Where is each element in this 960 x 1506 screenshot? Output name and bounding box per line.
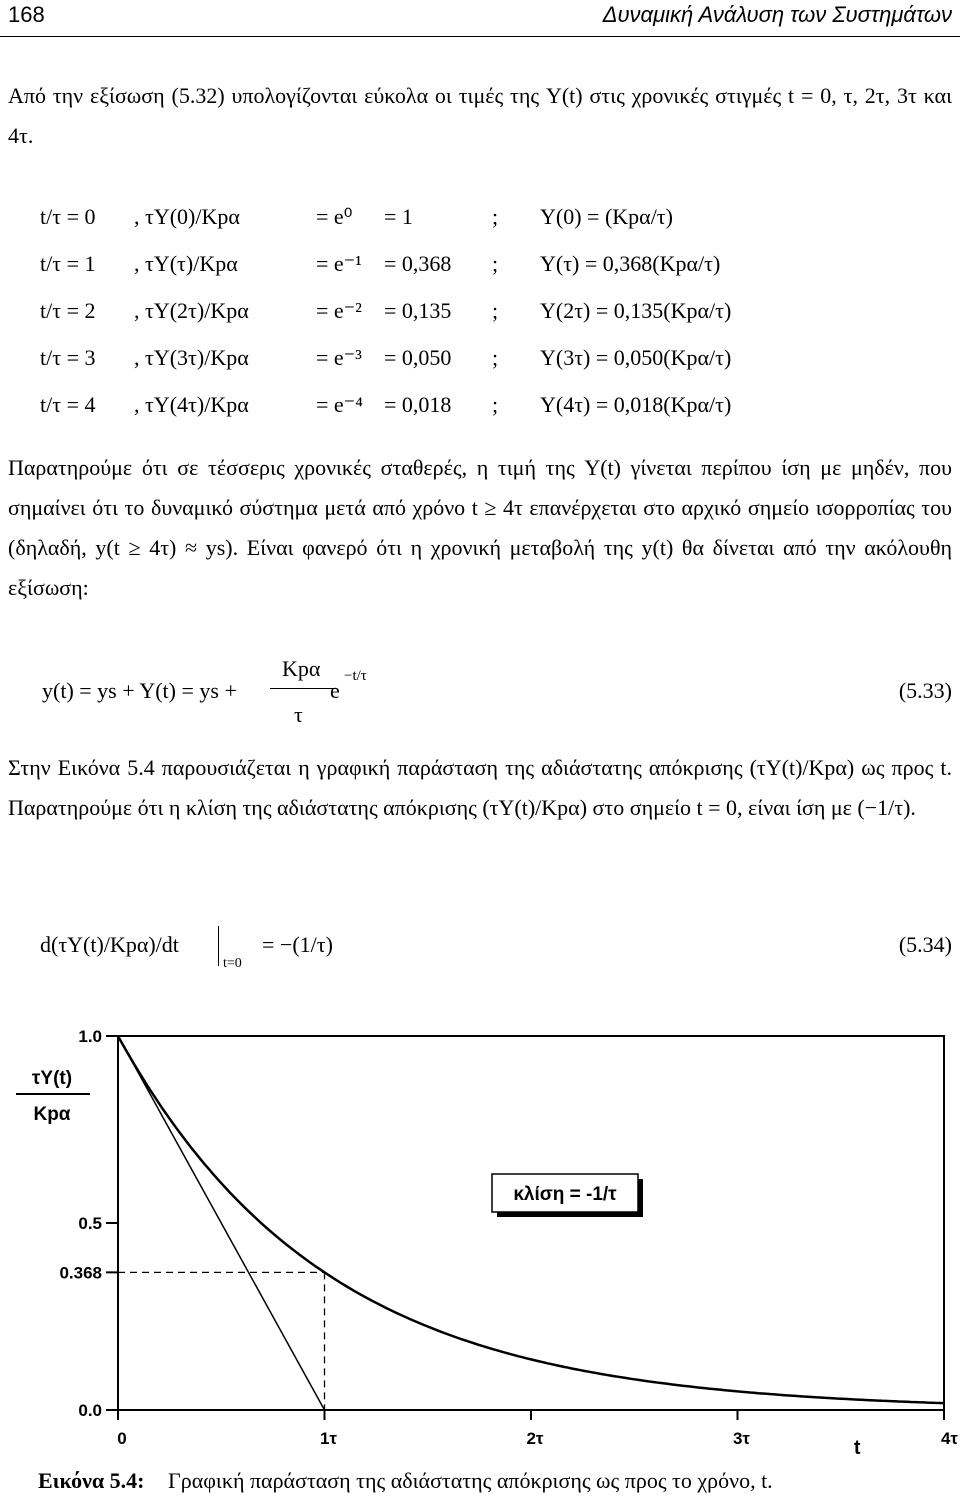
eq-lhs: t/τ = 3 [40,345,96,370]
x-tick-label: 3τ [732,1429,751,1448]
header-rule [0,36,960,37]
eq-exp: = e⁻² [316,298,362,323]
equation-number: (5.34) [898,932,952,957]
caption-text: Γραφική παράσταση της αδιάστατης απόκρισης ως προς το χρόνο, t. [168,1468,773,1493]
y-axis-label-denominator: Kpα [33,1104,71,1125]
eq-mid: , τY(3τ)/Kpα [134,345,249,370]
y-axis-label: τY(t) [31,1068,73,1089]
eq-rhs: Y(0) = (Kpα/τ) [540,204,673,229]
eq533-exp-base: e [330,678,340,703]
eq-val: = 0,018 [384,392,452,417]
eq-exp: = e⁻⁴ [316,392,363,417]
slope-annotation: κλίση = -1/τ [513,1184,617,1205]
tangent-line [118,1036,325,1410]
x-tick-label: 1τ [319,1429,338,1448]
paragraph-2: Παρατηρούμε ότι σε τέσσερις χρονικές σταθερές, η τιμή της Y(t) γίνεται περίπου ίση με μηδέν, που σημαίνει ότι το δυναμικό σύστημα μετά από χρόνο t ≥ 4τ επανέρχεται στο αρχικό σημείο ισορροπίας του (δηλαδή, y(t ≥ 4τ) ≈ ys). Είναι φανερό ότι η χρονική μεταβολή της y(t) θα δίνεται από την ακόλουθη εξίσωση: [8,455,952,600]
eq-exp: = e⁻³ [316,345,362,370]
eq-mid: , τY(4τ)/Kpα [134,392,249,417]
page-number: 168 [8,2,45,27]
plot-frame [118,1036,944,1410]
figure-caption [38,1468,773,1494]
eq-lhs: t/τ = 2 [40,298,96,323]
eq-lhs: t/τ = 1 [40,251,96,276]
equation-number: (5.33) [898,678,952,703]
paragraph-3: Στην Εικόνα 5.4 παρουσιάζεται η γραφική παράσταση της αδιάστατης απόκρισης (τY(t)/Kpα) ως προς t. Παρατηρούμε ότι η κλίση της αδιάστατης απόκρισης (τY(t)/Kpα) στο σημείο t = 0, είναι ίση με (−1/τ). [8,755,952,820]
eq-lhs: t/τ = 0 [40,204,96,229]
x-tick-label: 2τ [526,1429,544,1448]
eq-val: = 1 [384,204,413,229]
y-tick-label: 0.368 [59,1263,102,1283]
eq-rhs: Y(3τ) = 0,050(Kpα/τ) [540,345,732,370]
eq534-rhs: = −(1/τ) [262,932,333,957]
eq-sep: ; [492,251,499,276]
eq-exp: = e⁰ [316,204,353,229]
running-title: Δυναμική Ανάλυση των Συστημάτων [602,2,952,27]
eq-val: = 0,368 [384,251,452,276]
response-chart [0,1010,960,1459]
eq-rhs: Y(2τ) = 0,135(Kpα/τ) [540,298,732,323]
eq-sep: ; [492,204,499,229]
eq-val: = 0,135 [384,298,452,323]
response-curve [118,1036,944,1403]
eq-sep: ; [492,392,499,417]
eq534-evaluation-bar [218,926,219,966]
eq-sep: ; [492,298,499,323]
x-tick-label: 4τ [940,1429,958,1448]
x-axis-label: t [853,1437,861,1459]
x-tick-label: 0 [117,1429,127,1448]
caption-label: Εικόνα 5.4: [38,1468,145,1493]
eq-val: = 0,050 [384,345,452,370]
eq533-fraction-num: Kpα [282,656,321,681]
eq-sep: ; [492,345,499,370]
eq-rhs: Y(τ) = 0,368(Kpα/τ) [540,251,721,276]
eq-mid: , τY(0)/Kpα [134,204,240,229]
eq533-fraction-bar [270,688,336,689]
eq534-expression: d(τY(t)/Kpα)/dt [40,932,179,957]
eq534-subscript: t=0 [223,956,242,971]
eq533-fraction-den: τ [294,702,303,727]
y-tick-label: 0.5 [78,1214,102,1233]
y-tick-label: 0.0 [78,1401,102,1420]
eq533-lhs: y(t) = ys + Y(t) = ys + [42,678,237,703]
intro-paragraph: Από την εξίσωση (5.32) υπολογίζονται εύκολα οι τιμές της Y(t) στις χρονικές στιγμές t = 0, τ, 2τ, 3τ και 4τ. [8,83,952,148]
eq-rhs: Y(4τ) = 0,018(Kpα/τ) [540,392,732,417]
eq-mid: , τY(τ)/Kpα [134,251,238,276]
eq533-exponent: −t/τ [344,668,367,684]
eq-lhs: t/τ = 4 [40,392,96,417]
eq-mid: , τY(2τ)/Kpα [134,298,249,323]
eq-exp: = e⁻¹ [316,251,362,276]
y-tick-label: 1.0 [78,1027,102,1046]
